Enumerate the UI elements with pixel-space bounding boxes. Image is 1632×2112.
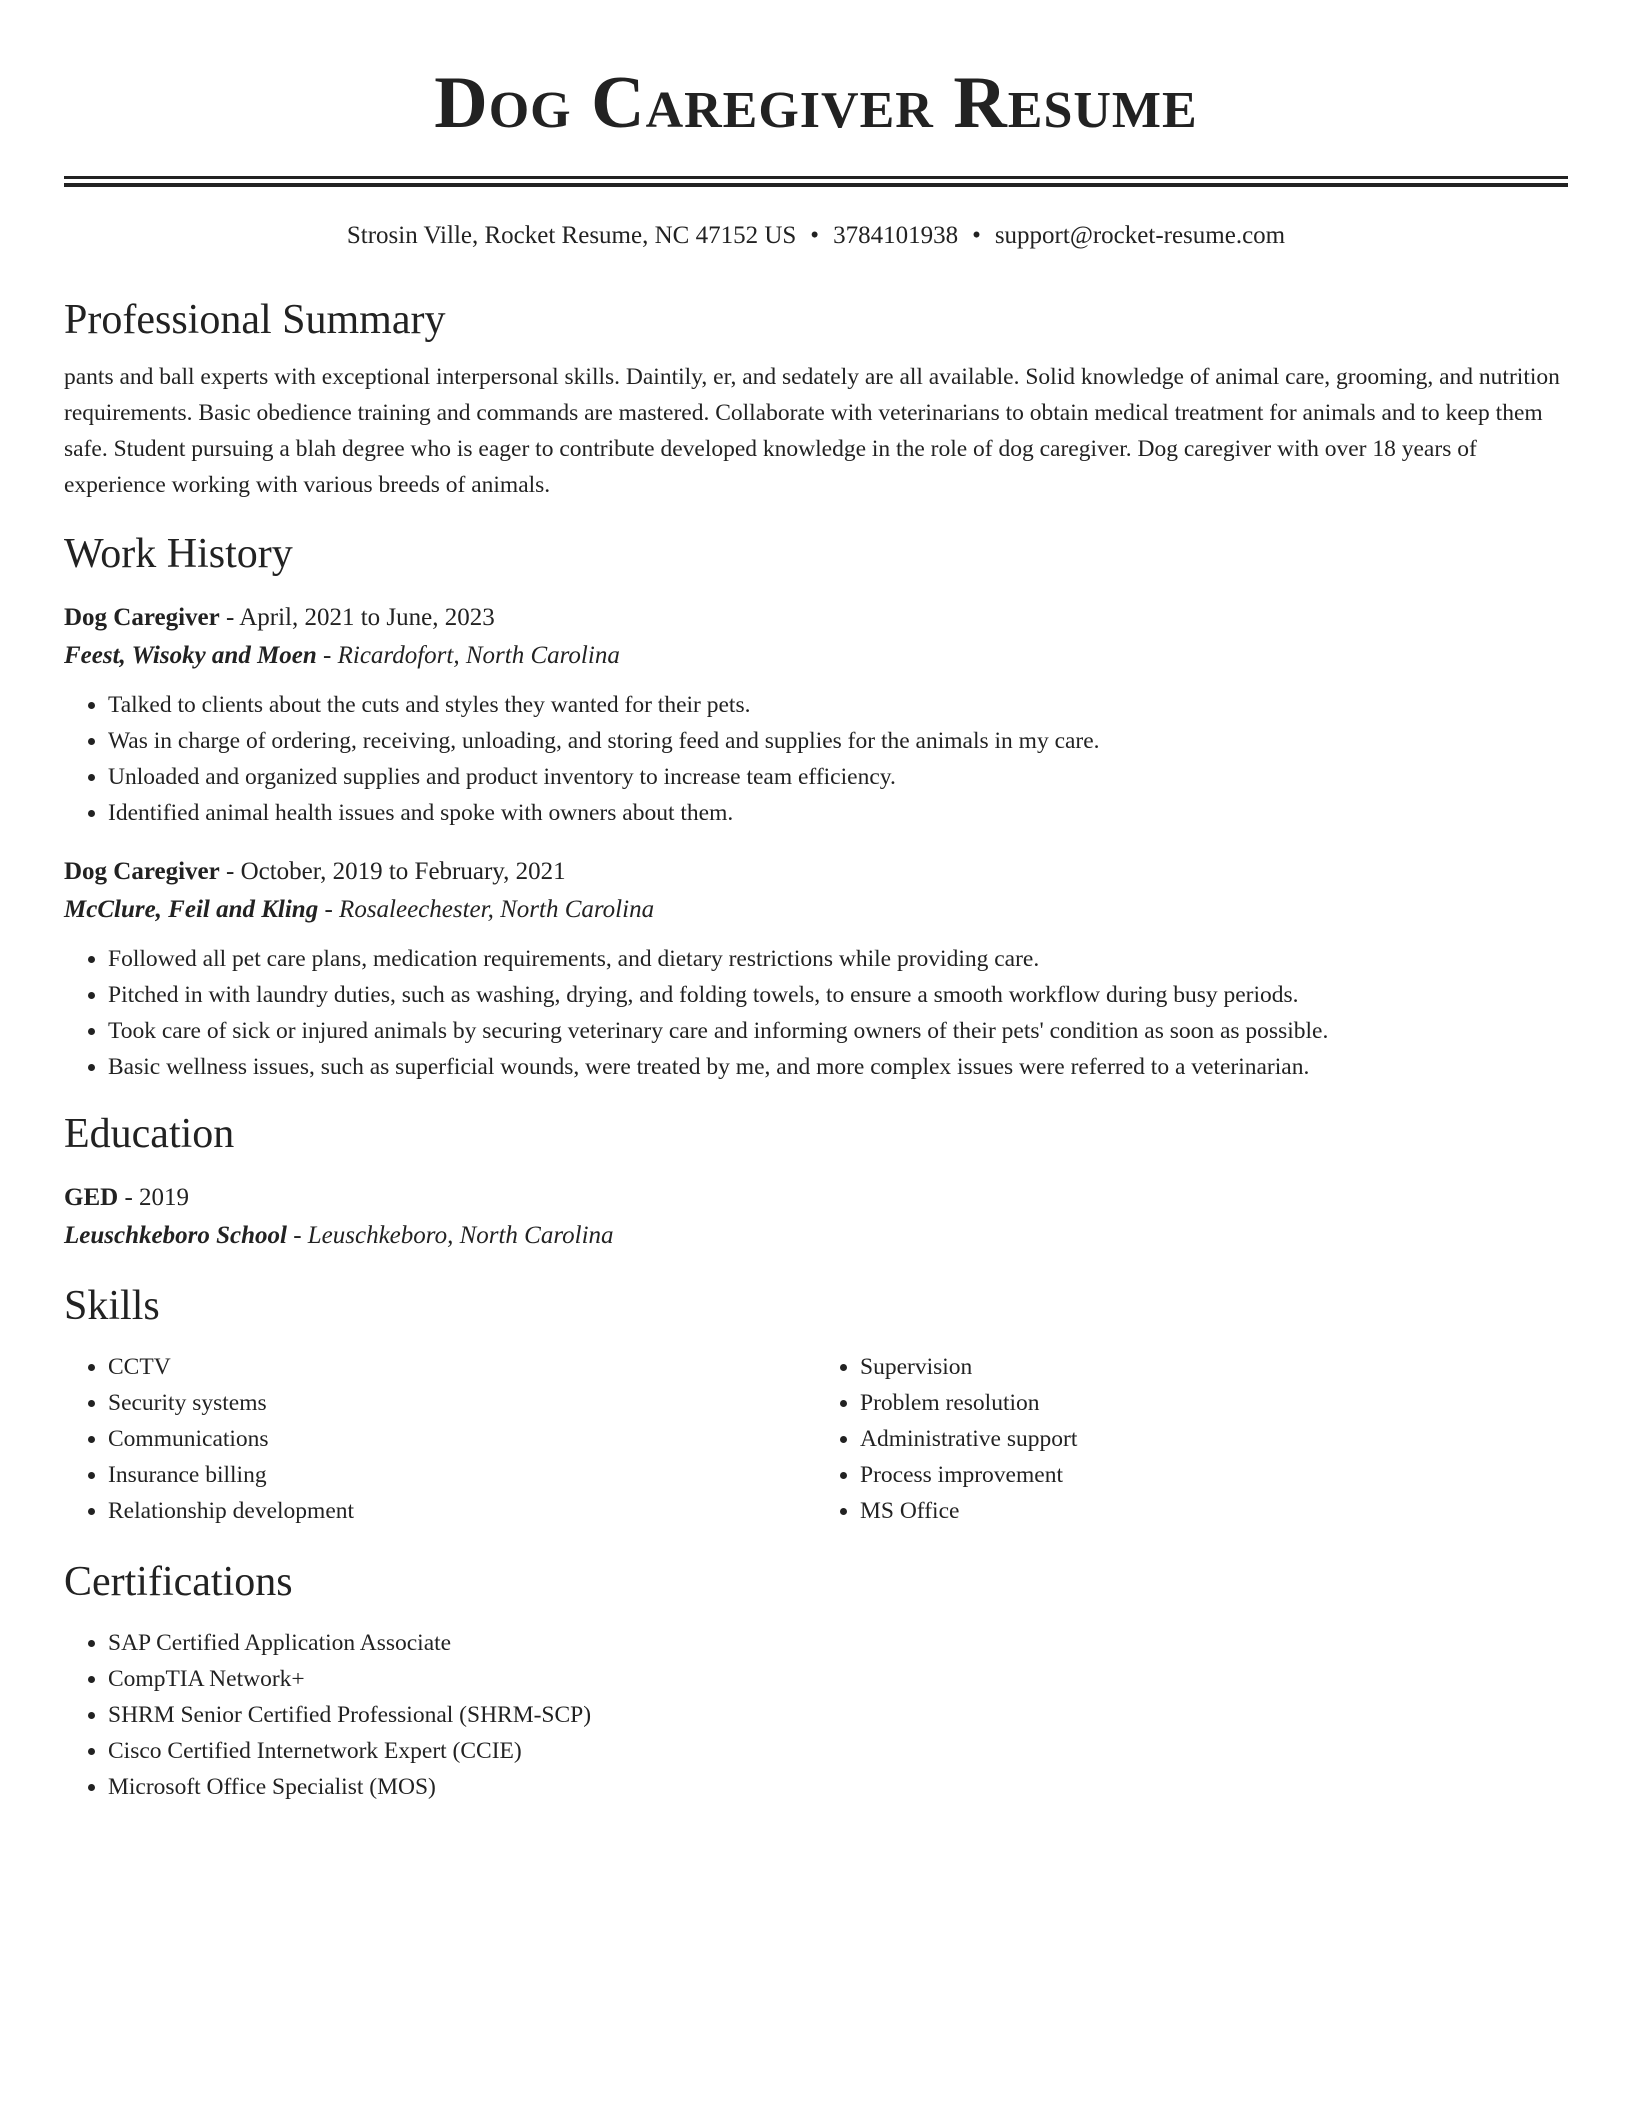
job-location: - Ricardofort, North Carolina [316, 642, 620, 669]
job-entry [64, 853, 1568, 1085]
job-header [64, 599, 1568, 637]
education-heading: Education [64, 1111, 235, 1157]
education-entry [64, 1179, 1568, 1255]
contact-phone: 3784101938 [833, 222, 959, 249]
skill-item: • Security systems [108, 1385, 816, 1421]
education-section [64, 1107, 1568, 1255]
skills-list-left [64, 1349, 816, 1529]
certification-item: • Microsoft Office Specialist (MOS) [108, 1769, 1568, 1805]
list-item: • Identified animal health issues and spoke with owners about them. [108, 795, 1568, 831]
list-item: • Unloaded and organized supplies and product inventory to increase team efficiency. [108, 759, 1568, 795]
education-degree: GED [64, 1184, 119, 1211]
work-history-heading: Work History [64, 531, 293, 577]
job-location: - Rosaleechester, North Carolina [318, 896, 655, 923]
contact-email: support@rocket-resume.com [994, 222, 1286, 249]
job-employer [64, 637, 1568, 675]
summary-section [64, 293, 1568, 503]
skill-item: • Communications [108, 1421, 816, 1457]
job-dates: - October, 2019 to February, 2021 [219, 858, 566, 885]
education-school: Leuschkeboro School [64, 1222, 287, 1249]
education-degree-line [64, 1179, 1568, 1217]
skills-heading: Skills [64, 1283, 160, 1329]
list-item: • Talked to clients about the cuts and styles they wanted for their pets. [108, 687, 1568, 723]
certifications-section [64, 1555, 1568, 1805]
job-header [64, 853, 1568, 891]
certifications-list [64, 1625, 1568, 1805]
education-location: - Leuschkeboro, North Carolina [286, 1222, 614, 1249]
skill-item: • MS Office [860, 1493, 1568, 1529]
job-duties-list [64, 941, 1568, 1085]
contact-address: Strosin Ville, Rocket Resume, NC 47152 US [346, 222, 797, 249]
skill-item: • CCTV [108, 1349, 816, 1385]
list-item: • Followed all pet care plans, medication requirements, and dietary restrictions while providing care. [108, 941, 1568, 977]
skill-item: • Process improvement [860, 1457, 1568, 1493]
job-employer [64, 891, 1568, 929]
list-item: • Basic wellness issues, such as superficial wounds, were treated by me, and more complex issues were referred to a veterinarian. [108, 1049, 1568, 1085]
job-duties-list [64, 687, 1568, 831]
certification-item: • SHRM Senior Certified Professional (SHRM-SCP) [108, 1697, 1568, 1733]
resume-title: Dog Caregiver Resume [434, 62, 1198, 144]
certification-item: • Cisco Certified Internetwork Expert (CCIE) [108, 1733, 1568, 1769]
skills-section [64, 1279, 1568, 1529]
skill-item: • Supervision [860, 1349, 1568, 1385]
job-title: Dog Caregiver [64, 858, 220, 885]
skill-item: • Problem resolution [860, 1385, 1568, 1421]
skills-list-right [816, 1349, 1568, 1529]
title-divider [64, 176, 1568, 187]
summary-text: pants and ball experts with exceptional interpersonal skills. Daintily, er, and sedately are all available. Solid knowledge of animal care, grooming, and nutrition requirements. Basic obedience training and commands are mastered. Collaborate with veterinarians to obtain medical treatment for animals and to keep them safe. Student pursuing a blah degree who is eager to contribute developed knowledge in the role of dog caregiver. Dog caregiver with over 18 years of experience working with various breeds of animals. [64, 364, 1560, 498]
contact-separator: • [972, 222, 981, 249]
list-item: • Pitched in with laundry duties, such as washing, drying, and folding towels, to ensure a smooth workflow during busy periods. [108, 977, 1568, 1013]
list-item: • Was in charge of ordering, receiving, unloading, and storing feed and supplies for the animals in my care. [108, 723, 1568, 759]
job-title: Dog Caregiver [64, 604, 220, 631]
skill-item: • Insurance billing [108, 1457, 816, 1493]
contact-line [64, 219, 1568, 253]
certifications-heading: Certifications [64, 1559, 293, 1605]
certification-item: • SAP Certified Application Associate [108, 1625, 1568, 1661]
summary-heading: Professional Summary [64, 297, 446, 343]
job-company: Feest, Wisoky and Moen [64, 642, 317, 669]
education-year: - 2019 [118, 1184, 190, 1211]
certification-item: • CompTIA Network+ [108, 1661, 1568, 1697]
contact-separator: • [810, 222, 820, 249]
job-dates: - April, 2021 to June, 2023 [219, 604, 495, 631]
skills-grid [64, 1349, 1568, 1529]
job-entry [64, 599, 1568, 831]
education-school-line [64, 1217, 1568, 1255]
skill-item: • Relationship development [108, 1493, 816, 1529]
job-company: McClure, Feil and Kling [64, 896, 319, 923]
skill-item: • Administrative support [860, 1421, 1568, 1457]
work-history-section [64, 527, 1568, 1085]
list-item: • Took care of sick or injured animals by securing veterinary care and informing owners of their pets' condition as soon as possible. [108, 1013, 1568, 1049]
